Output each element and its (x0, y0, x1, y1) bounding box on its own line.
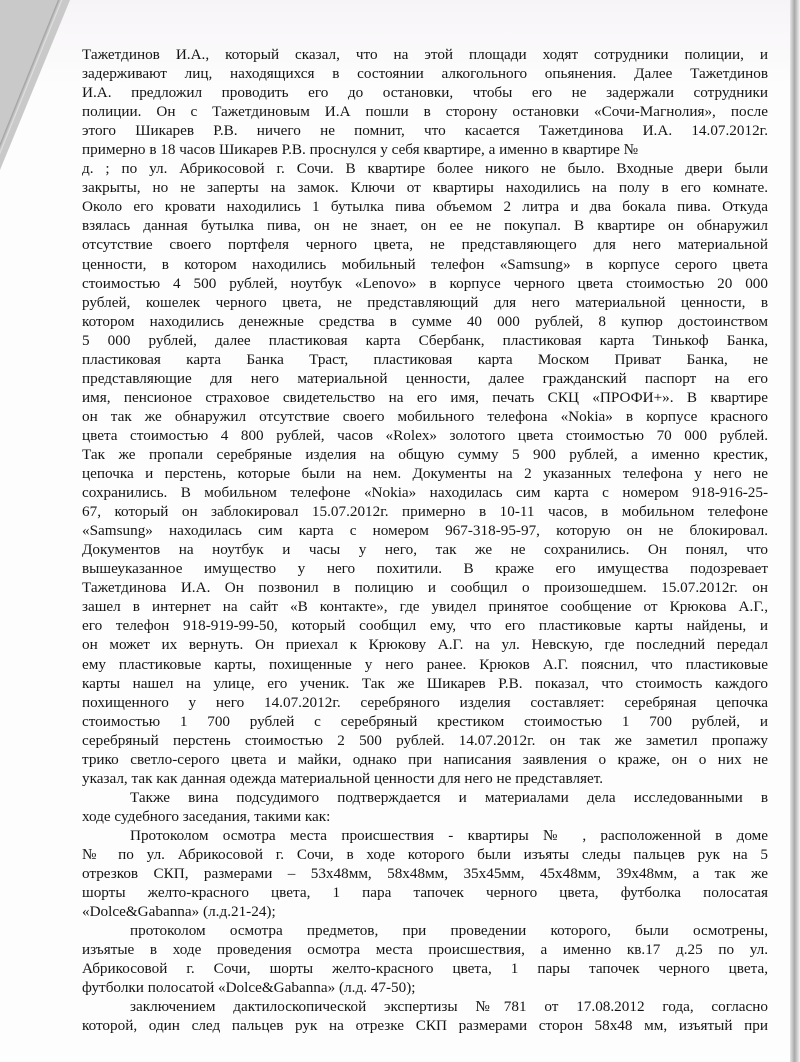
page-right-edge-shadow (790, 0, 800, 1062)
document-line: представляющие для него материальной ценности, далее гражданский паспорт на его (82, 369, 768, 387)
document-line: отсутствие своего портфеля черного цвета, не представляющего для него материальной (82, 236, 768, 254)
document-line: трико светло-серого цвета и майки, однако при написания заявления о краже, он о них не (82, 750, 768, 768)
document-line: карты нашел на улице, его ученик. Так же Шикарев Р.В. показал, что стоимость каждого (82, 674, 768, 692)
document-line: Около его кровати находились 1 бутылка пива объемом 2 литра и два бокала пива. Откуда (82, 198, 768, 216)
document-line: ценности, в котором находились мобильный телефон «Samsung» в корпусе серого цвета (82, 255, 768, 273)
document-line: ходе судебного заседания, такими как: (82, 807, 331, 825)
document-line: котором находились денежные средства в сумме 40 000 рублей, 8 купюр достоинством (82, 312, 768, 330)
document-line: цепочка и перстень, которые были на нем. Документы на 2 указанных телефона у него не (82, 465, 768, 483)
document-line: имя, пенсионое страховое свидетельство на его имя, печать СКЦ «ПРОФИ+». В квартире (82, 388, 768, 406)
document-line: он так же обнаружил отсутствие своего мобильного телефона «Nokia» в корпусе красного (82, 407, 768, 425)
document-line: «Samsung» находилась сим карта с номером 967-318-95-97, которую он не блокировал. (82, 522, 768, 540)
document-line: шорты желто-красного цвета, 1 пара тапочек черного цвета, футболка полосатая (82, 884, 768, 902)
document-line: футболки полосатой «Dolce&Gabanna» (л.д. 47-50); (82, 979, 416, 997)
document-line: этого Шикарев Р.В. ничего не помнит, что касается Тажетдинова И.А. 14.07.2012г. (82, 122, 768, 140)
document-line: Также вина подсудимого подтверждается и материалами дела исследованными в (130, 788, 768, 806)
document-line: которой, один след пальцев рук на отрезке СКП размерами сторон 58х48 мм, изъятый при (82, 1017, 768, 1035)
document-line: стоимостью 4 500 рублей, ноутбук «Lenovo» в корпусе черного цвета стоимостью 20 000 (82, 274, 768, 292)
document-line: Абрикосовой г. Сочи, шорты желто-красного цвета, 1 пары тапочек черного цвета, (82, 960, 768, 978)
document-line: полиции. Он с Тажетдиновым И.А пошли в сторону остановки «Сочи-Магнолия», после (82, 103, 768, 121)
document-line: д. ; по ул. Абрикосовой г. Сочи. В квартире более никого не было. Входные двери были (82, 160, 768, 178)
document-line: ему пластиковые карты, похищенные у него ранее. Крюков А.Г. пояснил, что пластиковые (82, 655, 768, 673)
document-line: указал, так как данная одежда материальной ценности для него не представляет. (82, 769, 604, 787)
document-line: изъятые в ходе проведения осмотра места происшествия, а именно кв.17 д.25 по ул. (82, 941, 768, 959)
document-line: цвета стоимостью 4 800 рублей, часов «Rolex» золотого цвета стоимостью 70 000 рублей. (82, 426, 768, 444)
document-line: зашел в интернет на сайт «В контакте», где увидел принятое сообщение от Крюкова А.Г., (82, 598, 768, 616)
document-line: «Dolce&Gabanna» (л.д.21-24); (82, 903, 276, 921)
document-line: протоколом осмотра предметов, при проведении которого, были осмотрены, (130, 922, 768, 940)
document-line: И.А. предложил проводить его до остановки, чтобы его не задержали сотрудники (82, 84, 768, 102)
document-line: Так же пропали серебряные изделия на общую сумму 5 900 рублей, а именно крестик, (82, 445, 768, 463)
document-line: № по ул. Абрикосовой г. Сочи, в ходе которого были изъяты следы пальцев рук на 5 (82, 845, 768, 863)
document-line: задерживают лиц, находящихся в состоянии алкогольного опьянения. Далее Тажетдинов (82, 65, 768, 83)
document-line: Тажетдинова И.А. Он позвонил в полицию и сообщил о произошедшем. 15.07.2012г. он (82, 579, 768, 597)
document-line: стоимостью 1 700 рублей с серебряный крестиком стоимостью 1 700 рублей, и (82, 712, 768, 730)
page-fold-corner (0, 0, 70, 170)
document-line: закрыты, но не заперты на замок. Ключи от квартиры находились на полу в его комнате. (82, 179, 768, 197)
document-line: Тажетдинов И.А., который сказал, что на этой площади ходят сотрудники полиции, и (82, 46, 768, 63)
document-line: похищенного у него 14.07.2012г. серебряного изделия составляет: серебряная цепочка (82, 693, 768, 711)
document-line: взялась данная бутылка пива, он не знает, он ее не покупал. В квартире он обнаружил (82, 217, 768, 235)
document-line: его телефон 918-919-99-50, который сообщил ему, что его пластиковые карты найдены, и (82, 617, 768, 635)
document-line: Протоколом осмотра места происшествия - квартиры № , расположенной в доме (130, 826, 768, 844)
document-line: Документов на ноутбук и часы у него, так же не сохранились. Он понял, что (82, 541, 768, 559)
document-line: рублей, кошелек черного цвета, не представляющий для него материальной ценности, в (82, 293, 768, 311)
document-line: 5 000 рублей, далее пластиковая карта Сбербанк, пластиковая карта Тинькоф Банка, (82, 331, 768, 349)
document-body (82, 45, 768, 1035)
document-line: заключением дактилоскопической экспертизы №781 от 17.08.2012 года, согласно (130, 998, 768, 1016)
document-line: он может их вернуть. Он приехал к Крюкову А.Г. на ул. Невскую, где последний передал (82, 636, 768, 654)
document-line: 67, который он заблокировал 15.07.2012г. примерно в 10-11 часов, в мобильном телефоне (82, 503, 768, 521)
document-line: пластиковая карта Банка Траст, пластиковая карта Моском Приват Банка, не (82, 350, 768, 368)
document-line: примерно в 18 часов Шикарев Р.В. проснулся у себя квартире, а именно в квартире № (82, 141, 639, 159)
document-line: вышеуказанное имущество у него похитили. В краже его имущества подозревает (82, 560, 768, 578)
document-line: серебряный перстень стоимостью 2 500 рублей. 14.07.2012г. он так же заметил пропажу (82, 731, 768, 749)
document-line: сохранились. В мобильном телефоне «Nokia» находилась сим карта с номером 918-916-25- (82, 484, 768, 502)
document-line: отрезков СКП, размерами – 53х48мм, 58х48мм, 35х45мм, 45х48мм, 39х48мм, а так же (82, 865, 768, 883)
